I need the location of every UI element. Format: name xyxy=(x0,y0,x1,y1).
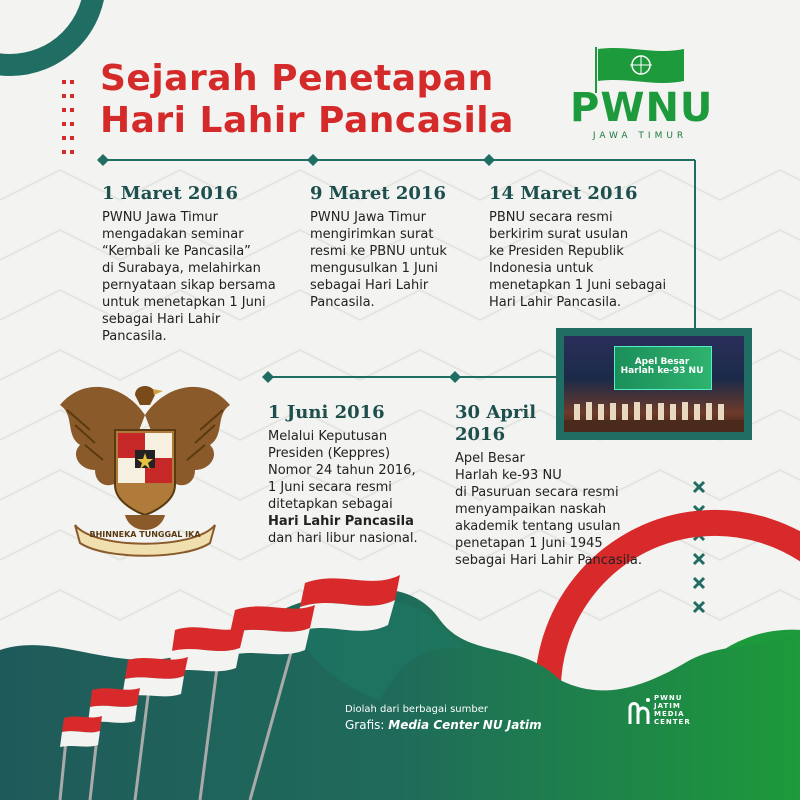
title-line-2: Hari Lahir Pancasila xyxy=(100,100,514,141)
logo-subtitle: JAWA TIMUR xyxy=(592,131,688,141)
screen-line-2: Harlah ke-93 NU xyxy=(620,366,704,376)
event-date: 1 Juni 2016 xyxy=(268,402,385,423)
desc-part-2: dan hari libur nasional. xyxy=(268,531,418,546)
media-center-logo xyxy=(628,690,738,734)
event-date: 1 Maret 2016 xyxy=(102,183,238,204)
garuda-pancasila-emblem xyxy=(55,375,235,565)
mc-line-4: CENTER xyxy=(654,718,691,726)
mc-line-3: MEDIA xyxy=(654,710,685,718)
event-30-april xyxy=(455,402,665,569)
date-line-1: 30 April xyxy=(455,402,537,423)
desc-highlight: Hari Lahir Pancasila xyxy=(268,514,414,529)
date-line-2: 2016 xyxy=(455,424,506,445)
desc-part-1: Melalui Keputusan Presiden (Keppres) Nomor 24 tahun 2016, 1 Juni secara resmi ditetapkan sebagai xyxy=(268,429,416,512)
event-date: 14 Maret 2016 xyxy=(489,183,638,204)
motto-ribbon: BHINNEKA TUNGGAL IKA xyxy=(89,530,201,539)
event-date xyxy=(455,402,665,446)
media-center-icon xyxy=(628,696,652,726)
mc-line-1: PWNU xyxy=(654,694,683,702)
screen-text xyxy=(620,358,704,376)
corner-arc xyxy=(0,0,95,65)
mc-line-2: JATIM xyxy=(654,702,681,710)
event-description: PBNU secara resmi berkirim surat usulan ke Presiden Republik Indonesia untuk menetapkan 1 Juni sebagai Hari Lahir Pancasila. xyxy=(489,210,667,310)
event-1-maret xyxy=(102,183,297,345)
page-title xyxy=(100,58,514,142)
event-9-maret xyxy=(310,183,485,311)
screen-line-1: Apel Besar xyxy=(634,357,690,367)
pwnu-logo xyxy=(570,45,720,145)
media-center-text xyxy=(654,694,691,726)
event-description: PWNU Jawa Timur mengadakan seminar “Kembali ke Pancasila” di Surabaya, melahirkan pernyataan sikap bersama untuk menetapkan 1 Juni sebagai Hari Lahir Pancasila. xyxy=(102,210,276,344)
source-note: Diolah dari berbagai sumber xyxy=(345,704,488,715)
title-line-1: Sejarah Penetapan xyxy=(100,58,494,99)
graphics-credit xyxy=(345,718,542,732)
credit-name: Media Center NU Jatim xyxy=(388,718,542,732)
event-1-juni xyxy=(268,402,448,547)
logo-name: PWNU xyxy=(570,85,714,131)
event-14-maret xyxy=(489,183,689,311)
x-marks xyxy=(694,482,704,612)
credit-prefix: Grafis: xyxy=(345,718,389,732)
event-description xyxy=(268,428,448,547)
event-date: 9 Maret 2016 xyxy=(310,183,446,204)
event-description: Apel Besar Harlah ke-93 NU di Pasuruan secara resmi menyampaikan naskah akademik tentang usulan penetapan 1 Juni 1945 sebagai Hari Lahir Pancasila. xyxy=(455,451,642,568)
event-description: PWNU Jawa Timur mengirimkan surat resmi ke PBNU untuk mengusulkan 1 Juni sebagai Hari Lahir Pancasila. xyxy=(310,210,447,310)
red-dots xyxy=(62,80,74,154)
